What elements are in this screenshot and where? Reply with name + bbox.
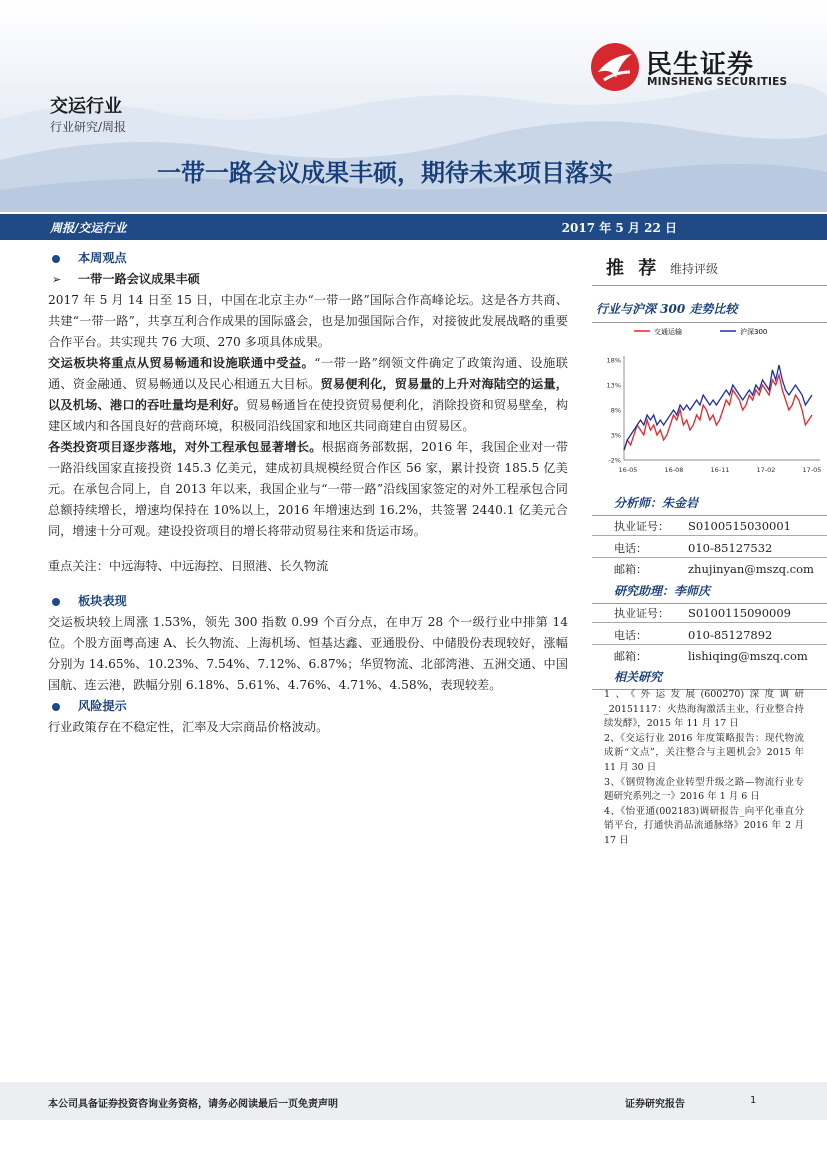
focus-stocks: 重点关注：中远海特、中远海控、日照港、长久物流 (48, 559, 329, 573)
bullet-dot-icon (52, 255, 60, 263)
y-tick-label: 13% (606, 381, 621, 390)
analyst-email-value: zhujinyan@mszq.com (688, 562, 814, 576)
report-type: 行业研究/周报 (50, 120, 127, 134)
section-heading-performance (48, 591, 568, 612)
analyst-phone-value: 010-85127532 (688, 541, 773, 555)
legend-label-industry: 交通运输 (654, 328, 682, 336)
analyst-email (614, 561, 814, 577)
related-item[interactable]: 4、《怡亚通(002183)调研报告_向平化垂直分销平台，打通快消品流通脉络》2016 年 2 月 17 日 (604, 805, 804, 846)
paragraph-risk: 行业政策存在不稳定性，汇率及大宗商品价格波动。 (48, 720, 329, 734)
x-tick-label: 17-05 (802, 466, 822, 474)
x-axis-ticks (619, 466, 822, 474)
assistant-phone (614, 627, 772, 643)
rating-box (592, 248, 827, 286)
rating-note: 维持评级 (670, 262, 719, 276)
related-item[interactable]: 1、《外运发展(600270)深度调研_20151117：火热海淘激活主业，行业整合持续发酵》，2015 年 11 月 17 日 (604, 689, 804, 730)
y-axis-ticks (607, 357, 621, 465)
p2-bold-mid: 贸易便利化，贸易量的上升对海陆空的运量，以及机场、港口的吞吐量均是利好。 (48, 377, 568, 412)
related-item[interactable]: 3、《钢贸物流企业转型升级之路—物流行业专题研究系列之一》2016 年 1 月 6 日 (604, 776, 804, 803)
analyst-phone-label: 电话： (614, 542, 647, 555)
related-research-title: 相关研究 (592, 668, 827, 690)
x-tick-label: 17-02 (756, 466, 776, 474)
analyst-email-label: 邮箱： (614, 563, 647, 576)
bullet-dot-icon (52, 703, 60, 711)
p3-text: 根据商务部数据，2016 年，我国企业对一带一路沿线国家直接投资 145.3 亿美元，建成初具规模经贸合作区 56 家，累计投资 185.5 亿美元。在承包合同上，自 2013 年以来，我国企业与“一带一路”沿线国家签定的对外工程承包合同总额持续增长，增速均保持在 10%以上，2016 年增速达到 16.2%，共签署 2440.1 亿美元合同，增速十分可观。建设投资项目的增长将带动贸易往来和货运市场。 (48, 440, 569, 538)
section-heading-view (48, 248, 568, 269)
brand-logo (590, 42, 790, 98)
assistant-email-label: 邮箱： (614, 650, 647, 663)
p2-bold-lead: 交运板块将重点从贸易畅通和设施联通中受益。 (48, 356, 315, 370)
view-heading-text: 本周观点 (78, 251, 127, 265)
chart-series (624, 365, 812, 450)
report-date: 2017 年 5 月 22 日 (561, 221, 677, 235)
p2-text-b: 贸易畅通旨在使投资贸易便利化，消除投资和贸易壁垒，构建区域内和各国良好的营商环境，积极同沿线国家和地区共同商建自由贸易区。 (48, 398, 569, 433)
footer-disclaimer[interactable]: 本公司具备证券投资咨询业务资格，请务必阅读最后一页免责声明 (48, 1099, 338, 1110)
section-heading-risk (48, 696, 568, 717)
assistant-license-value: S0100115090009 (688, 606, 791, 620)
analyst-title: 分析师：朱金岩 (592, 494, 827, 516)
arrow-bullet-icon: ➢ (52, 273, 62, 286)
p2-text-a: “一带一路”纲领文件确定了政策沟通、设施联通、资金融通、贸易畅通以及民心相通五大目标。 (48, 356, 568, 391)
footer (0, 1082, 827, 1120)
trend-chart-svg (592, 320, 827, 480)
view-sub-text: 一带一路会议成果丰硕 (78, 272, 200, 286)
paragraph-investment (48, 437, 568, 542)
y-tick-label: -2% (608, 456, 621, 465)
industry-label: 交运行业 (50, 96, 122, 117)
assistant-title: 研究助理：李师庆 (592, 582, 827, 604)
x-tick-label: 16-11 (710, 466, 730, 474)
paragraph-trade (48, 353, 568, 437)
sub-heading-view (48, 269, 568, 290)
brand-name-en: MINSHENG SECURITIES (647, 76, 788, 88)
analyst-phone (614, 540, 772, 556)
bar-category: 周报/交运行业 (50, 221, 127, 235)
x-tick-label: 16-08 (664, 466, 684, 474)
analyst-license-value: S0100515030001 (688, 519, 791, 533)
legend-label-hs300: 沪深300 (740, 328, 768, 336)
p3-bold-lead: 各类投资项目逐步落地，对外工程承包显著增长。 (48, 440, 322, 454)
sidebar (592, 248, 827, 846)
main-content (48, 248, 568, 738)
assistant-license (614, 605, 791, 621)
footer-doc-type: 证券研究报告 (625, 1099, 685, 1110)
paragraph-summit: 2017 年 5 月 14 日至 15 日，中国在北京主办“一带一路”国际合作高峰论坛。这是各方共商、共建“一带一路”，共享互利合作成果的国际盛会，也是加强国际合作，对接彼此发展战略的重要合作平台。共实现共 76 大项、270 多项具体成果。 (48, 293, 568, 349)
minsheng-logo-icon (590, 42, 640, 92)
related-research-list (604, 688, 804, 849)
y-tick-label: 18% (606, 356, 621, 365)
assistant-license-label: 执业证号： (614, 607, 669, 620)
related-item[interactable]: 2、《交运行业 2016 年度策略报告：现代物流成新“文点”，关注整合与主题机会》2015 年 11 月 30 日 (604, 732, 804, 773)
y-tick-label: 3% (610, 431, 621, 440)
x-tick-label: 16-05 (618, 466, 638, 474)
paragraph-performance: 交运板块较上周涨 1.53%，领先 300 指数 0.99 个百分点，在申万 28 个一级行业中排第 14 位。个股方面粤高速 A、长久物流、上海机场、恒基达鑫、亚通股份、中储股份表现较好，涨幅分别为 14.65%、10.23%、7.54%、7.12%、6.87%；华贸物流、北部湾港、五洲交通、中国国航、连云港，跌幅分别 6.18%、5.61%、4.76%、4.71%、4.58%，表现较差。 (48, 615, 568, 692)
rating-value: 推 荐 (606, 258, 661, 279)
assistant-phone-label: 电话： (614, 629, 647, 642)
analyst-license-label: 执业证号： (614, 520, 669, 533)
analyst-license (614, 518, 791, 534)
assistant-email (614, 648, 808, 664)
perf-heading-text: 板块表现 (78, 594, 127, 608)
assistant-phone-value: 010-85127892 (688, 628, 773, 642)
bullet-dot-icon (52, 598, 60, 606)
compare-chart-title: 行业与沪深 300 走势比较 (592, 300, 827, 323)
y-tick-label: 8% (610, 406, 621, 415)
risk-heading-text: 风险提示 (78, 699, 127, 713)
header-bar (0, 214, 827, 240)
page-number: 1 (750, 1095, 757, 1106)
trend-chart (592, 320, 827, 480)
series-line-hs300 (624, 365, 812, 450)
brand-name-cn: 民生证券 (646, 50, 755, 80)
assistant-email-value: lishiqing@mszq.com (688, 649, 808, 663)
page-title: 一带一路会议成果丰硕，期待未来项目落实 (157, 159, 613, 187)
